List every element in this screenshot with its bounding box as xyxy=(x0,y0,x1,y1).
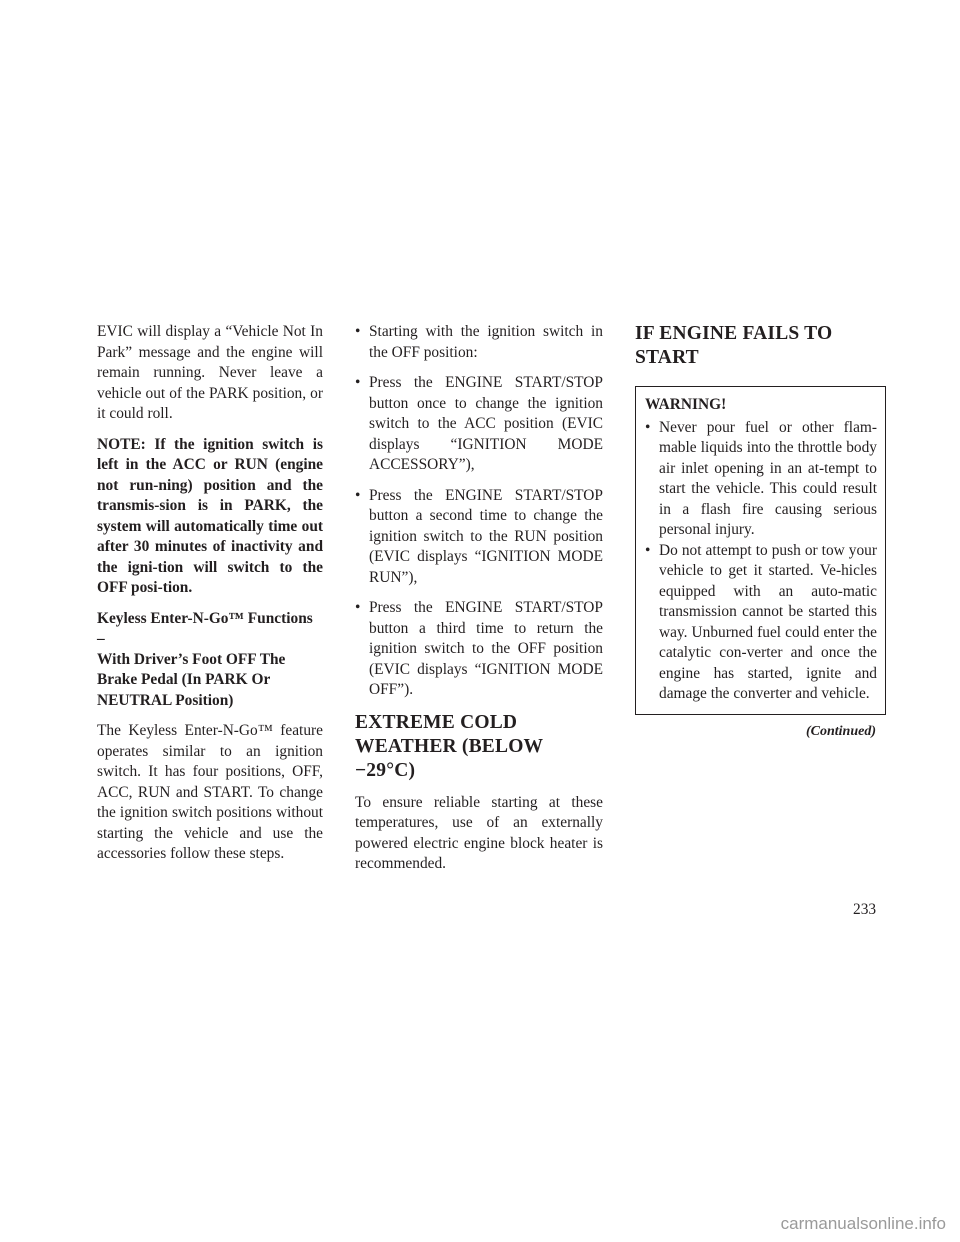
list-item: • Starting with the ignition switch in the OFF position: xyxy=(355,323,603,361)
subheading-line-3: Brake Pedal (In PARK Or xyxy=(97,671,271,688)
column-left xyxy=(97,322,323,865)
bullet-icon: • xyxy=(355,323,361,340)
bullet-icon: • xyxy=(645,418,651,436)
bullet-icon: • xyxy=(355,374,361,391)
bullet-icon: • xyxy=(645,541,651,559)
subheading-line-2: With Driver’s Foot OFF The xyxy=(97,650,286,668)
heading-line-2: WEATHER (BELOW −29°C) xyxy=(355,735,543,781)
list-item: • Never pour fuel or other flam-mable liquids into the throttle body air inlet opening in an at-tempt to start the vehicle. This could result in a flash fire causing serious personal injury. xyxy=(645,418,877,538)
note-ignition-timeout: NOTE: If the ignition switch is left in the ACC or RUN (engine not run-ning) position and the transmis-sion is in PARK, the system will automatically time out after 30 minutes of inactivity and the igni-tion will switch to the OFF posi-tion. xyxy=(97,435,323,596)
warning-title: WARNING! xyxy=(645,396,727,413)
list-item: • Press the ENGINE START/STOP button a second time to change the ignition switch to the RUN position (EVIC displays “IGNITION MODE RUN”), xyxy=(355,486,603,586)
heading-engine-fails xyxy=(635,322,886,370)
column-middle xyxy=(355,322,603,875)
warning-box xyxy=(635,386,886,715)
warning-list xyxy=(645,418,877,705)
paragraph-vehicle-not-in-park: EVIC will display a “Vehicle Not In Park” message and the engine will remain running. Never leave a vehicle out of the PARK position, or it could roll. xyxy=(97,323,323,422)
bullet-icon: • xyxy=(355,486,361,504)
ignition-steps-list xyxy=(355,322,603,701)
list-item: • Press the ENGINE START/STOP button a third time to return the ignition switch to the OFF position (EVIC displays “IGNITION MODE OFF”). xyxy=(355,599,603,698)
subheading-line-1: Keyless Enter-N-Go™ Functions – xyxy=(97,609,313,647)
heading-line-1: EXTREME COLD xyxy=(355,711,518,733)
subheading-line-4: NEUTRAL Position) xyxy=(97,691,234,709)
heading-line-2: START xyxy=(635,347,699,368)
subheading-keyless-functions xyxy=(97,609,323,712)
list-item: • Press the ENGINE START/STOP button once to change the ignition switch to the ACC position (EVIC displays “IGNITION MODE ACCESSORY”), xyxy=(355,374,603,473)
heading-line-1: IF ENGINE FAILS TO xyxy=(635,323,833,344)
paragraph-keyless-operation: The Keyless Enter-N-Go™ feature operates similar to an ignition switch. It has four positions, OFF, ACC, RUN and START. To change the ignition switch positions without starting the vehicle and use the accessories follow these steps. xyxy=(97,722,323,862)
paragraph-block-heater: To ensure reliable starting at these temperatures, use of an externally powered electric engine block heater is recommended. xyxy=(355,793,603,872)
list-item: • Do not attempt to push or tow your vehicle to get it started. Ve-hicles equipped with an auto-matic transmission cannot be started this way. Unburned fuel could enter the catalytic con-verter and once the engine has started, ignite and damage the converter and vehicle. xyxy=(645,541,877,702)
heading-extreme-cold xyxy=(355,711,603,783)
continued-label: (Continued) xyxy=(805,723,876,739)
column-right xyxy=(635,322,886,741)
bullet-icon: • xyxy=(355,599,361,616)
watermark: carmanualsonline.info xyxy=(780,1214,946,1233)
page-number: 233 xyxy=(853,901,877,918)
